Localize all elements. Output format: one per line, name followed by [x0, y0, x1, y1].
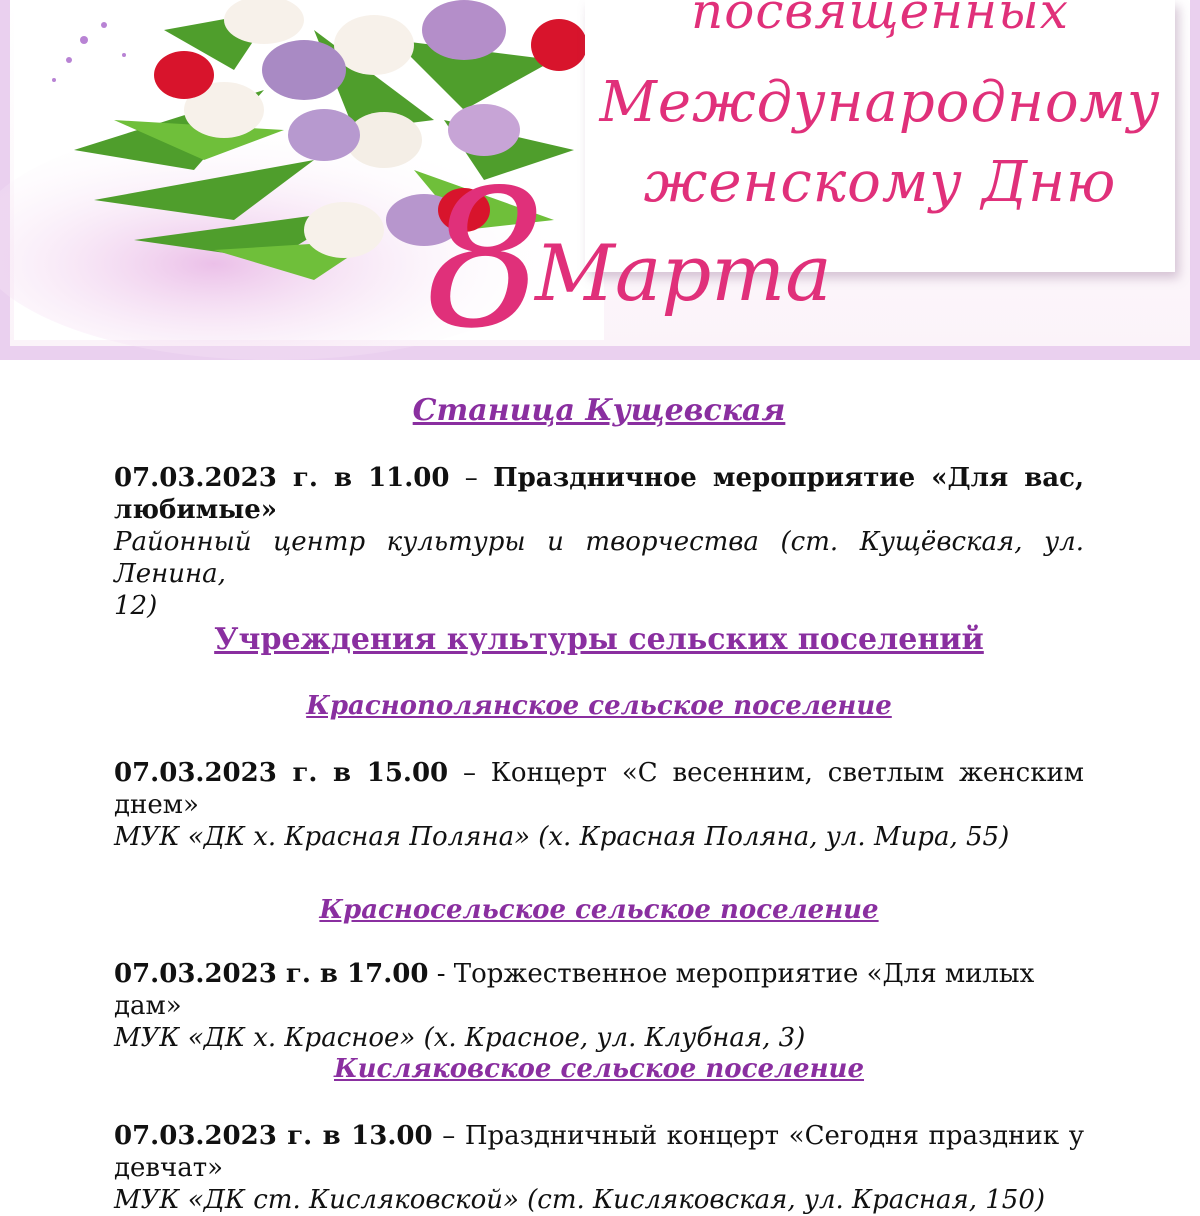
event-place: МУК «ДК х. Красное» (х. Красное, ул. Клубная, 3) — [114, 1023, 806, 1053]
event-datetime: 07.03.2023 г. в 17.00 — [114, 959, 429, 989]
event-title-line1 — [114, 757, 1084, 789]
banner-frame-right — [1190, 0, 1200, 360]
event-datetime: 07.03.2023 г. в 15.00 — [114, 758, 449, 788]
settlement-heading-kislyakovskoe: Кисляковское сельское поселение — [334, 1054, 864, 1084]
event-title: Праздничный концерт «Сегодня праздник у — [464, 1121, 1084, 1151]
event-place-line1: Районный центр культуры и творчества (ст. Кущёвская, ул. Ленина, — [114, 527, 1084, 589]
event-title-line — [114, 958, 1084, 1022]
event-title-line1 — [114, 462, 1084, 494]
banner-title-line3: женскому Дню — [643, 150, 1117, 215]
event-separator: - — [428, 959, 454, 989]
event-title-line2: днем» — [114, 790, 199, 820]
event-krasnopolyanskoe — [114, 757, 1084, 853]
settlement-heading-krasnoselskoe: Красносельское сельское поселение — [319, 895, 879, 925]
event-place-line2: 12) — [114, 591, 158, 621]
event-kislyakovskoe — [114, 1120, 1084, 1216]
event-title-line2: девчат» — [114, 1153, 224, 1183]
event-place: МУК «ДК х. Красная Поляна» (х. Красная Поляна, ул. Мира, 55) — [114, 822, 1010, 852]
settlement-heading-krasnopolyanskoe: Краснополянское сельское поселение — [306, 691, 892, 721]
rural-heading: Учреждения культуры сельских поселений — [214, 622, 984, 657]
event-krasnoselskoe — [114, 958, 1084, 1054]
event-title: Торжественное мероприятие «Для милых дам» — [114, 959, 1035, 1021]
event-separator: – — [432, 1121, 465, 1151]
march-8-emblem — [415, 140, 832, 370]
emblem-word: Марта — [535, 229, 832, 319]
event-title: Концерт «С весенним, светлым женским — [490, 758, 1084, 788]
event-separator: – — [449, 463, 494, 493]
event-separator: – — [448, 758, 491, 788]
emblem-number: 8 — [425, 149, 546, 370]
banner-title-line1: посвященных — [691, 0, 1069, 40]
banner — [0, 0, 1200, 370]
city-heading: Станица Кущевская — [412, 393, 786, 428]
banner-title-line2: Международному — [599, 70, 1161, 135]
event-kushchevskaya — [114, 462, 1084, 622]
banner-frame-left — [0, 0, 10, 360]
event-title-line1 — [114, 1120, 1084, 1152]
event-datetime: 07.03.2023 г. в 11.00 — [114, 463, 450, 493]
event-place: МУК «ДК ст. Кисляковской» (ст. Кисляковская, ул. Красная, 150) — [114, 1185, 1046, 1215]
event-title-line2: любимые» — [114, 495, 278, 525]
event-datetime: 07.03.2023 г. в 13.00 — [114, 1121, 433, 1151]
event-title: Праздничное мероприятие «Для вас, — [493, 463, 1085, 493]
